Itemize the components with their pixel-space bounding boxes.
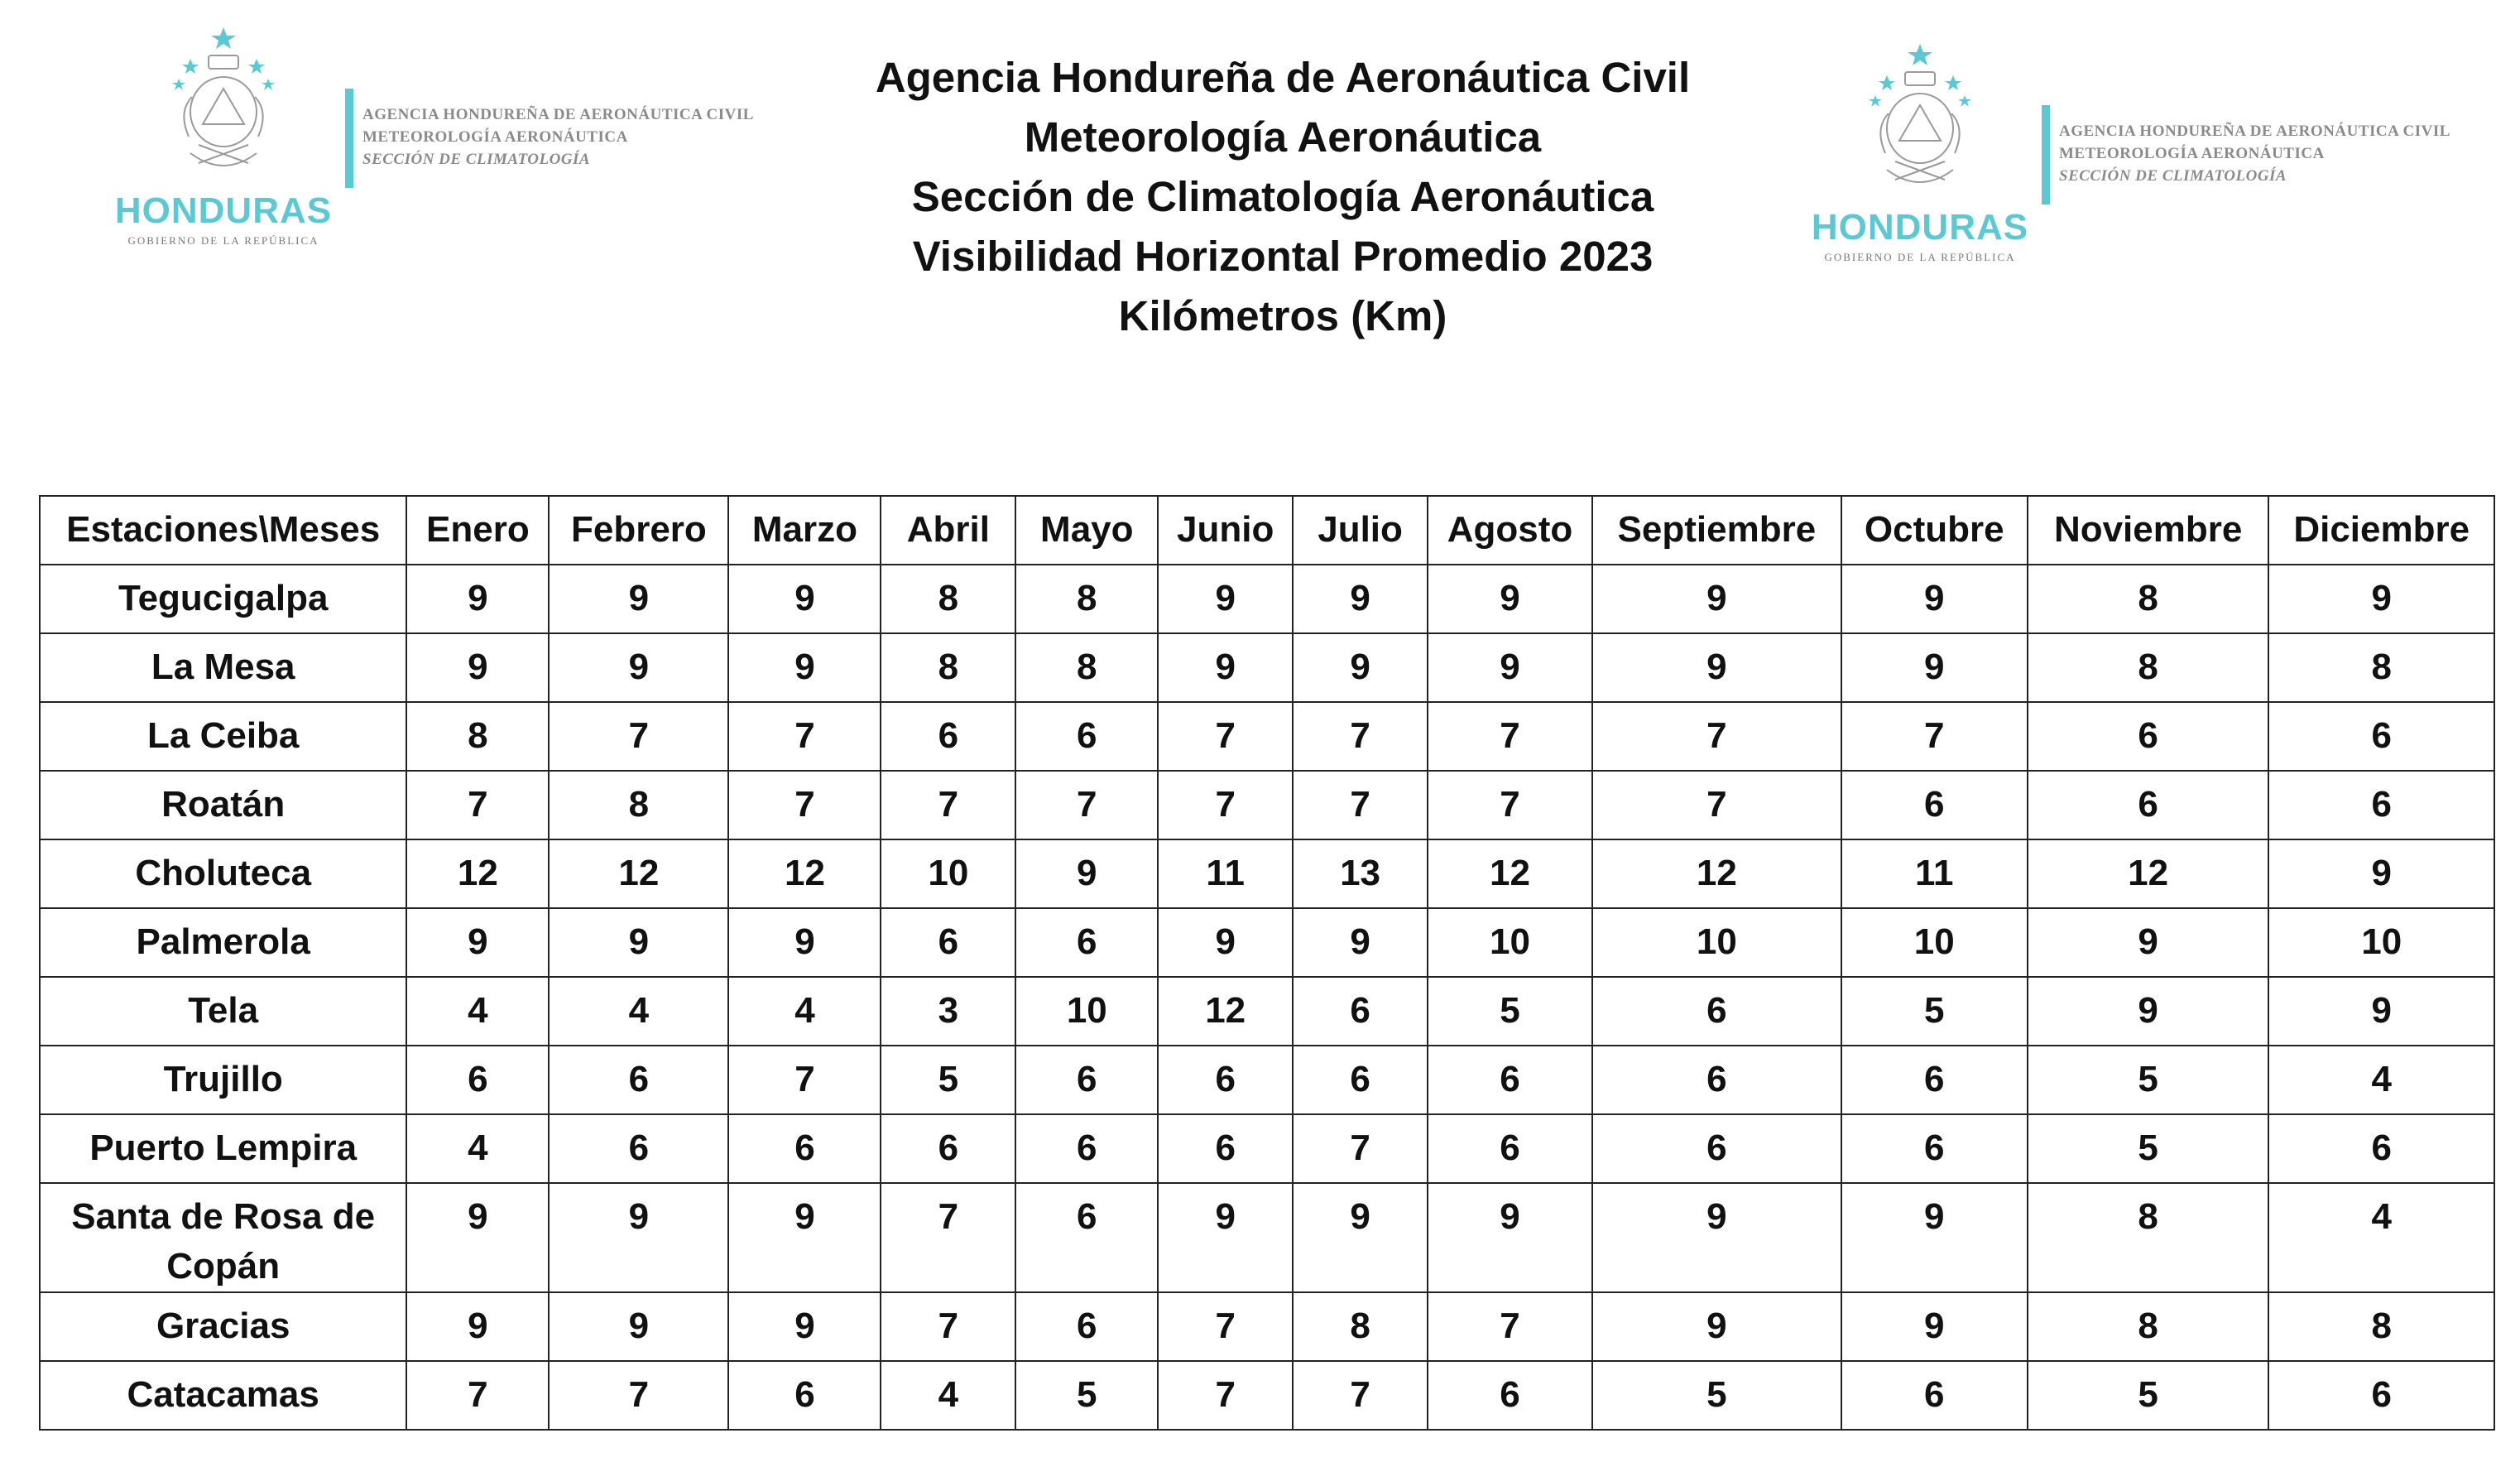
visibility-value-cell: 7 bbox=[1015, 771, 1158, 839]
visibility-value-cell: 10 bbox=[2268, 908, 2494, 977]
visibility-value-cell: 12 bbox=[1428, 839, 1592, 908]
visibility-value-cell: 9 bbox=[1158, 908, 1293, 977]
column-header: Julio bbox=[1293, 496, 1428, 565]
station-name-cell: La Mesa bbox=[40, 633, 406, 702]
visibility-value-cell: 8 bbox=[2268, 1292, 2494, 1361]
visibility-value-cell: 7 bbox=[406, 1361, 549, 1430]
visibility-value-cell: 6 bbox=[1841, 1046, 2028, 1114]
visibility-value-cell: 12 bbox=[2028, 839, 2269, 908]
logo-agency-line: AGENCIA HONDUREÑA DE AERONÁUTICA CIVIL bbox=[2059, 123, 2450, 140]
visibility-value-cell: 7 bbox=[881, 771, 1015, 839]
visibility-value-cell: 3 bbox=[881, 977, 1015, 1046]
visibility-value-cell: 7 bbox=[1293, 771, 1428, 839]
visibility-value-cell: 6 bbox=[728, 1114, 881, 1183]
visibility-value-cell: 4 bbox=[2268, 1183, 2494, 1292]
visibility-value-cell: 9 bbox=[1592, 633, 1841, 702]
visibility-value-cell: 9 bbox=[549, 565, 728, 633]
visibility-value-cell: 4 bbox=[406, 1114, 549, 1183]
table-row bbox=[40, 1114, 2494, 1183]
visibility-value-cell: 10 bbox=[1592, 908, 1841, 977]
header-section-title: Sección de Climatología Aeronáutica bbox=[911, 173, 1654, 220]
table-row bbox=[40, 702, 2494, 771]
column-header: Estaciones\Meses bbox=[40, 496, 406, 565]
header-agency-title: Agencia Hondureña de Aeronáutica Civil bbox=[875, 54, 1691, 101]
visibility-value-cell: 6 bbox=[881, 1114, 1015, 1183]
visibility-value-cell: 6 bbox=[1841, 1114, 2028, 1183]
visibility-value-cell: 7 bbox=[1158, 771, 1293, 839]
visibility-value-cell: 7 bbox=[1158, 1361, 1293, 1430]
station-name-cell: Tegucigalpa bbox=[40, 565, 406, 633]
visibility-value-cell: 7 bbox=[728, 771, 881, 839]
visibility-value-cell: 9 bbox=[1293, 633, 1428, 702]
visibility-value-cell: 6 bbox=[549, 1046, 728, 1114]
visibility-value-cell: 4 bbox=[549, 977, 728, 1046]
visibility-value-cell: 8 bbox=[1015, 565, 1158, 633]
visibility-value-cell: 12 bbox=[1158, 977, 1293, 1046]
visibility-value-cell: 9 bbox=[1015, 839, 1158, 908]
visibility-value-cell: 6 bbox=[1428, 1046, 1592, 1114]
visibility-value-cell: 7 bbox=[1158, 702, 1293, 771]
visibility-value-cell: 7 bbox=[728, 702, 881, 771]
visibility-value-cell: 9 bbox=[1841, 1183, 2028, 1292]
visibility-value-cell: 5 bbox=[1592, 1361, 1841, 1430]
visibility-value-cell: 8 bbox=[2028, 565, 2269, 633]
visibility-value-cell: 6 bbox=[2268, 1114, 2494, 1183]
header-department-title: Meteorología Aeronáutica bbox=[1024, 113, 1542, 161]
table-row bbox=[40, 565, 2494, 633]
visibility-value-cell: 6 bbox=[1015, 1114, 1158, 1183]
visibility-value-cell: 5 bbox=[1428, 977, 1592, 1046]
coat-of-arms-icon bbox=[99, 21, 348, 269]
table-row bbox=[40, 1046, 2494, 1114]
visibility-value-cell: 9 bbox=[406, 1292, 549, 1361]
table-row bbox=[40, 977, 2494, 1046]
coat-of-arms-icon bbox=[1796, 37, 2044, 286]
visibility-value-cell: 9 bbox=[1158, 565, 1293, 633]
visibility-value-cell: 9 bbox=[1158, 1183, 1293, 1292]
agency-logo-right bbox=[1796, 37, 2474, 286]
visibility-value-cell: 9 bbox=[549, 908, 728, 977]
visibility-value-cell: 10 bbox=[881, 839, 1015, 908]
visibility-value-cell: 5 bbox=[1841, 977, 2028, 1046]
visibility-value-cell: 9 bbox=[549, 633, 728, 702]
visibility-value-cell: 8 bbox=[549, 771, 728, 839]
visibility-value-cell: 9 bbox=[728, 1292, 881, 1361]
visibility-value-cell: 9 bbox=[2268, 565, 2494, 633]
visibility-value-cell: 7 bbox=[1428, 771, 1592, 839]
table-row bbox=[40, 771, 2494, 839]
visibility-value-cell: 6 bbox=[2028, 702, 2269, 771]
visibility-value-cell: 10 bbox=[1428, 908, 1592, 977]
visibility-value-cell: 12 bbox=[549, 839, 728, 908]
column-header: Febrero bbox=[549, 496, 728, 565]
station-name-cell: Palmerola bbox=[40, 908, 406, 977]
table-row bbox=[40, 1292, 2494, 1361]
visibility-value-cell: 9 bbox=[1592, 1292, 1841, 1361]
visibility-value-cell: 6 bbox=[2028, 771, 2269, 839]
column-header: Abril bbox=[881, 496, 1015, 565]
visibility-value-cell: 6 bbox=[881, 702, 1015, 771]
visibility-value-cell: 9 bbox=[549, 1183, 728, 1292]
visibility-value-cell: 7 bbox=[1158, 1292, 1293, 1361]
visibility-value-cell: 11 bbox=[1158, 839, 1293, 908]
visibility-value-cell: 8 bbox=[2028, 1292, 2269, 1361]
visibility-value-cell: 5 bbox=[2028, 1114, 2269, 1183]
country-name: HONDURAS bbox=[1811, 207, 2029, 248]
logo-divider bbox=[2042, 105, 2050, 204]
logo-section-line: SECCIÓN DE CLIMATOLOGÍA bbox=[362, 151, 591, 168]
station-name-cell: Catacamas bbox=[40, 1361, 406, 1430]
station-name-cell: Choluteca bbox=[40, 839, 406, 908]
visibility-value-cell: 12 bbox=[406, 839, 549, 908]
logo-text-block bbox=[362, 103, 754, 171]
logo-section-line: SECCIÓN DE CLIMATOLOGÍA bbox=[2059, 167, 2287, 185]
visibility-value-cell: 6 bbox=[1015, 908, 1158, 977]
visibility-value-cell: 6 bbox=[1015, 702, 1158, 771]
visibility-value-cell: 9 bbox=[2268, 977, 2494, 1046]
government-label: GOBIERNO DE LA REPÚBLICA bbox=[127, 234, 319, 247]
visibility-value-cell: 9 bbox=[1158, 633, 1293, 702]
visibility-value-cell: 6 bbox=[1841, 1361, 2028, 1430]
visibility-value-cell: 9 bbox=[1428, 1183, 1592, 1292]
column-header: Noviembre bbox=[2028, 496, 2269, 565]
column-header: Agosto bbox=[1428, 496, 1592, 565]
visibility-value-cell: 8 bbox=[2028, 1183, 2269, 1292]
station-name-cell: Santa de Rosa de Copán bbox=[40, 1183, 406, 1292]
table-row bbox=[40, 839, 2494, 908]
visibility-value-cell: 9 bbox=[406, 565, 549, 633]
visibility-value-cell: 6 bbox=[1158, 1046, 1293, 1114]
logo-department-line: METEOROLOGÍA AERONÁUTICA bbox=[362, 128, 628, 146]
visibility-value-cell: 7 bbox=[881, 1183, 1015, 1292]
table-row bbox=[40, 633, 2494, 702]
station-name-cell: Puerto Lempira bbox=[40, 1114, 406, 1183]
logo-text-block bbox=[2059, 120, 2450, 187]
visibility-value-cell: 7 bbox=[1592, 702, 1841, 771]
visibility-value-cell: 9 bbox=[1841, 633, 2028, 702]
visibility-value-cell: 6 bbox=[1293, 977, 1428, 1046]
table-body bbox=[40, 565, 2494, 1430]
visibility-value-cell: 9 bbox=[2268, 839, 2494, 908]
visibility-value-cell: 9 bbox=[728, 1183, 881, 1292]
header-units: Kilómetros (Km) bbox=[1118, 292, 1447, 339]
column-header: Septiembre bbox=[1592, 496, 1841, 565]
visibility-value-cell: 6 bbox=[1015, 1046, 1158, 1114]
visibility-value-cell: 6 bbox=[1592, 1046, 1841, 1114]
visibility-value-cell: 8 bbox=[2028, 633, 2269, 702]
visibility-value-cell: 9 bbox=[549, 1292, 728, 1361]
logo-agency-line: AGENCIA HONDUREÑA DE AERONÁUTICA CIVIL bbox=[362, 106, 754, 123]
visibility-value-cell: 6 bbox=[881, 908, 1015, 977]
visibility-value-cell: 7 bbox=[406, 771, 549, 839]
visibility-value-cell: 10 bbox=[1015, 977, 1158, 1046]
visibility-value-cell: 6 bbox=[1592, 977, 1841, 1046]
agency-logo-left bbox=[99, 21, 778, 269]
visibility-value-cell: 9 bbox=[1592, 565, 1841, 633]
visibility-value-cell: 6 bbox=[2268, 1361, 2494, 1430]
visibility-value-cell: 6 bbox=[1592, 1114, 1841, 1183]
column-header: Mayo bbox=[1015, 496, 1158, 565]
visibility-value-cell: 9 bbox=[1592, 1183, 1841, 1292]
visibility-value-cell: 7 bbox=[728, 1046, 881, 1114]
visibility-value-cell: 4 bbox=[881, 1361, 1015, 1430]
table-row bbox=[40, 1183, 2494, 1292]
visibility-value-cell: 6 bbox=[2268, 771, 2494, 839]
visibility-value-cell: 8 bbox=[406, 702, 549, 771]
visibility-value-cell: 6 bbox=[2268, 702, 2494, 771]
visibility-value-cell: 7 bbox=[1293, 1114, 1428, 1183]
logo-divider bbox=[345, 89, 353, 188]
station-name-cell: Roatán bbox=[40, 771, 406, 839]
visibility-value-cell: 7 bbox=[1428, 702, 1592, 771]
visibility-value-cell: 4 bbox=[728, 977, 881, 1046]
visibility-value-cell: 9 bbox=[1293, 565, 1428, 633]
visibility-value-cell: 7 bbox=[881, 1292, 1015, 1361]
visibility-value-cell: 8 bbox=[881, 633, 1015, 702]
visibility-value-cell: 9 bbox=[1293, 1183, 1428, 1292]
column-header: Octubre bbox=[1841, 496, 2028, 565]
visibility-value-cell: 5 bbox=[2028, 1361, 2269, 1430]
visibility-value-cell: 4 bbox=[406, 977, 549, 1046]
visibility-value-cell: 9 bbox=[728, 633, 881, 702]
visibility-value-cell: 6 bbox=[406, 1046, 549, 1114]
document-header bbox=[745, 48, 1821, 346]
visibility-value-cell: 9 bbox=[406, 633, 549, 702]
visibility-value-cell: 6 bbox=[1428, 1114, 1592, 1183]
visibility-value-cell: 6 bbox=[549, 1114, 728, 1183]
visibility-value-cell: 6 bbox=[1428, 1361, 1592, 1430]
visibility-value-cell: 8 bbox=[1293, 1292, 1428, 1361]
visibility-value-cell: 6 bbox=[1015, 1292, 1158, 1361]
visibility-value-cell: 9 bbox=[1428, 565, 1592, 633]
visibility-value-cell: 6 bbox=[728, 1361, 881, 1430]
column-header: Junio bbox=[1158, 496, 1293, 565]
visibility-value-cell: 10 bbox=[1841, 908, 2028, 977]
table-header-row bbox=[40, 496, 2494, 565]
visibility-value-cell: 5 bbox=[1015, 1361, 1158, 1430]
visibility-value-cell: 4 bbox=[2268, 1046, 2494, 1114]
visibility-value-cell: 11 bbox=[1841, 839, 2028, 908]
visibility-value-cell: 9 bbox=[1841, 565, 2028, 633]
station-name-cell: La Ceiba bbox=[40, 702, 406, 771]
visibility-value-cell: 6 bbox=[1293, 1046, 1428, 1114]
visibility-value-cell: 6 bbox=[1015, 1183, 1158, 1292]
station-name-cell: Trujillo bbox=[40, 1046, 406, 1114]
visibility-value-cell: 7 bbox=[1293, 1361, 1428, 1430]
visibility-table bbox=[39, 495, 2495, 1431]
visibility-value-cell: 9 bbox=[2028, 908, 2269, 977]
visibility-value-cell: 7 bbox=[1592, 771, 1841, 839]
visibility-value-cell: 9 bbox=[728, 908, 881, 977]
visibility-value-cell: 12 bbox=[1592, 839, 1841, 908]
header-report-title: Visibilidad Horizontal Promedio 2023 bbox=[912, 233, 1654, 280]
visibility-value-cell: 6 bbox=[1841, 771, 2028, 839]
table-row bbox=[40, 1361, 2494, 1430]
table-row bbox=[40, 908, 2494, 977]
visibility-value-cell: 12 bbox=[728, 839, 881, 908]
visibility-value-cell: 7 bbox=[549, 702, 728, 771]
visibility-value-cell: 7 bbox=[1841, 702, 2028, 771]
visibility-value-cell: 9 bbox=[406, 1183, 549, 1292]
visibility-value-cell: 8 bbox=[2268, 633, 2494, 702]
visibility-value-cell: 7 bbox=[549, 1361, 728, 1430]
visibility-value-cell: 9 bbox=[1428, 633, 1592, 702]
visibility-value-cell: 9 bbox=[2028, 977, 2269, 1046]
station-name-cell: Tela bbox=[40, 977, 406, 1046]
logo-department-line: METEOROLOGÍA AERONÁUTICA bbox=[2059, 145, 2325, 162]
visibility-value-cell: 9 bbox=[406, 908, 549, 977]
column-header: Enero bbox=[406, 496, 549, 565]
visibility-value-cell: 6 bbox=[1158, 1114, 1293, 1183]
visibility-value-cell: 5 bbox=[881, 1046, 1015, 1114]
visibility-value-cell: 9 bbox=[1841, 1292, 2028, 1361]
government-label: GOBIERNO DE LA REPÚBLICA bbox=[1824, 251, 2016, 263]
visibility-value-cell: 9 bbox=[728, 565, 881, 633]
visibility-value-cell: 13 bbox=[1293, 839, 1428, 908]
visibility-value-cell: 5 bbox=[2028, 1046, 2269, 1114]
station-name-cell: Gracias bbox=[40, 1292, 406, 1361]
visibility-value-cell: 7 bbox=[1293, 702, 1428, 771]
visibility-value-cell: 8 bbox=[1015, 633, 1158, 702]
visibility-value-cell: 8 bbox=[881, 565, 1015, 633]
visibility-value-cell: 7 bbox=[1428, 1292, 1592, 1361]
column-header: Diciembre bbox=[2268, 496, 2494, 565]
column-header: Marzo bbox=[728, 496, 881, 565]
visibility-value-cell: 9 bbox=[1293, 908, 1428, 977]
country-name: HONDURAS bbox=[114, 190, 333, 231]
